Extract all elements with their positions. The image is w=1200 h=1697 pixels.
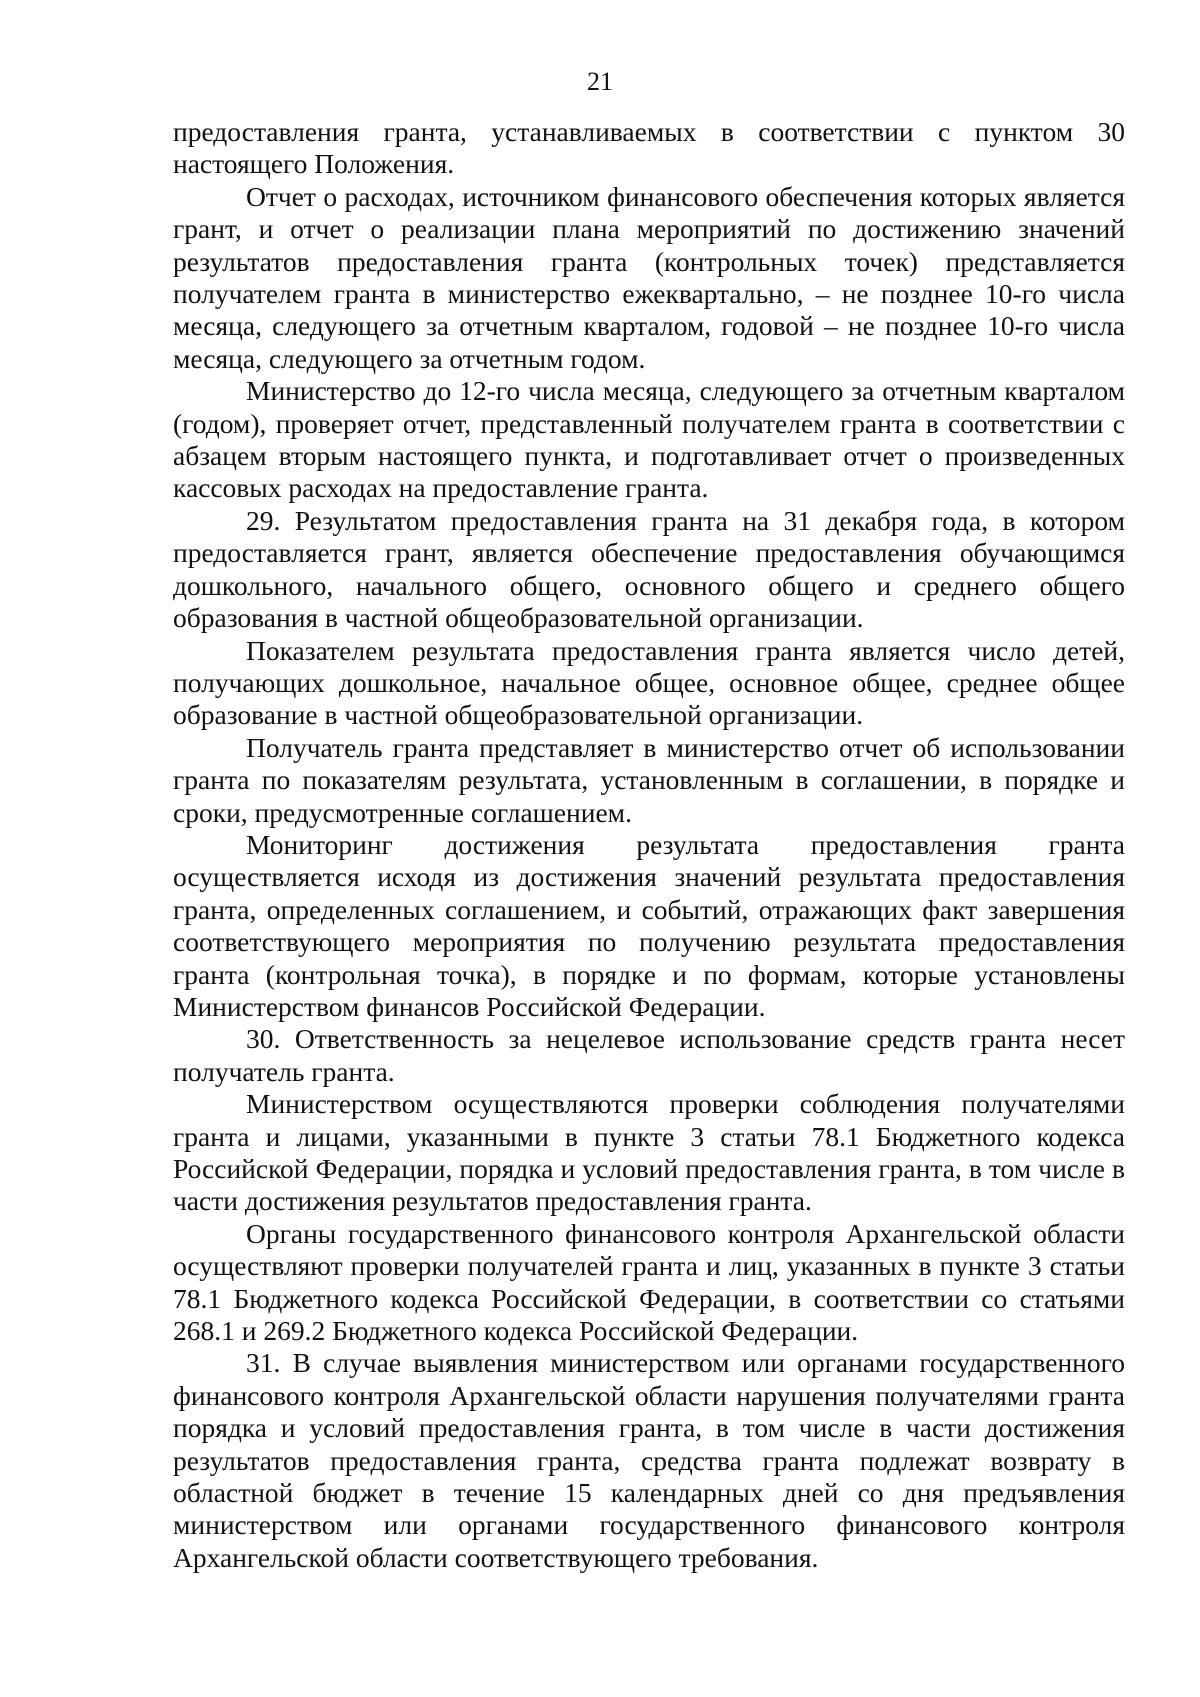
paragraph-result-indicator: Показателем результата предоставления гранта является число детей, получающих дошкольное, начальное общее, основное общее, среднее общее образование в частной общеобразовательной организации.	[173, 634, 1125, 731]
paragraph-monitoring: Мониторинг достижения результата предоставления гранта осуществляется исходя из достижения значений результата предоставления гранта, определенных соглашением, и событий, отражающих факт завершения соответствующего мероприятия по получению результата предоставления гранта (контрольная точка), в порядке и по формам, которые установлены Министерством финансов Российской Федерации.	[173, 828, 1125, 1022]
paragraph-report-expenses: Отчет о расходах, источником финансового обеспечения которых является грант, и отчет о реализации плана мероприятий по достижению значений результатов предоставления гранта (контрольных точек) представляется получателем гранта в министерство ежеквартально, – не позднее 10-го числа месяца, следующего за отчетным кварталом, годовой – не позднее 10-го числа месяца, следующего за отчетным годом.	[173, 180, 1125, 374]
page-number: 21	[587, 67, 613, 96]
paragraph-item-29: 29. Результатом предоставления гранта на 31 декабря года, в котором предоставляется грант, является обеспечение предоставления обучающимся дошкольного, начального общего, основного общего и среднего общего образования в частной общеобразовательной организации.	[173, 504, 1125, 634]
paragraph-recipient-report: Получатель гранта представляет в министерство отчет об использовании гранта по показателям результата, установленным в соглашении, в порядке и сроки, предусмотренные соглашением.	[173, 731, 1125, 828]
paragraph-item-31: 31. В случае выявления министерством или органами государственного финансового контроля Архангельской области нарушения получателями гранта порядка и условий предоставления гранта, в том числе в части достижения результатов предоставления гранта, средства гранта подлежат возврату в областной бюджет в течение 15 календарных дней со дня предъявления министерством или органами государственного финансового контроля Архангельской области соответствующего требования.	[173, 1347, 1125, 1573]
document-body	[173, 116, 1125, 1574]
paragraph-continuation: предоставления гранта, устанавливаемых в соответствии с пунктом 30 настоящего Положения.	[173, 116, 1125, 180]
paragraph-financial-control: Органы государственного финансового контроля Архангельской области осуществляют проверки получателей гранта и лиц, указанных в пункте 3 статьи 78.1 Бюджетного кодекса Российской Федерации, в соответствии со статьями 268.1 и 269.2 Бюджетного кодекса Российской Федерации.	[173, 1217, 1125, 1347]
paragraph-ministry-check: Министерство до 12-го числа месяца, следующего за отчетным кварталом (годом), проверяет отчет, представленный получателем гранта в соответствии с абзацем вторым настоящего пункта, и подготавливает отчет о произведенных кассовых расходах на предоставление гранта.	[173, 375, 1125, 504]
paragraph-ministry-inspections: Министерством осуществляются проверки соблюдения получателями гранта и лицами, указанными в пункте 3 статьи 78.1 Бюджетного кодекса Российской Федерации, порядка и условий предоставления гранта, в том числе в части достижения результатов предоставления гранта.	[173, 1088, 1125, 1217]
paragraph-item-30: 30. Ответственность за нецелевое использование средств гранта несет получатель гранта.	[173, 1023, 1125, 1087]
